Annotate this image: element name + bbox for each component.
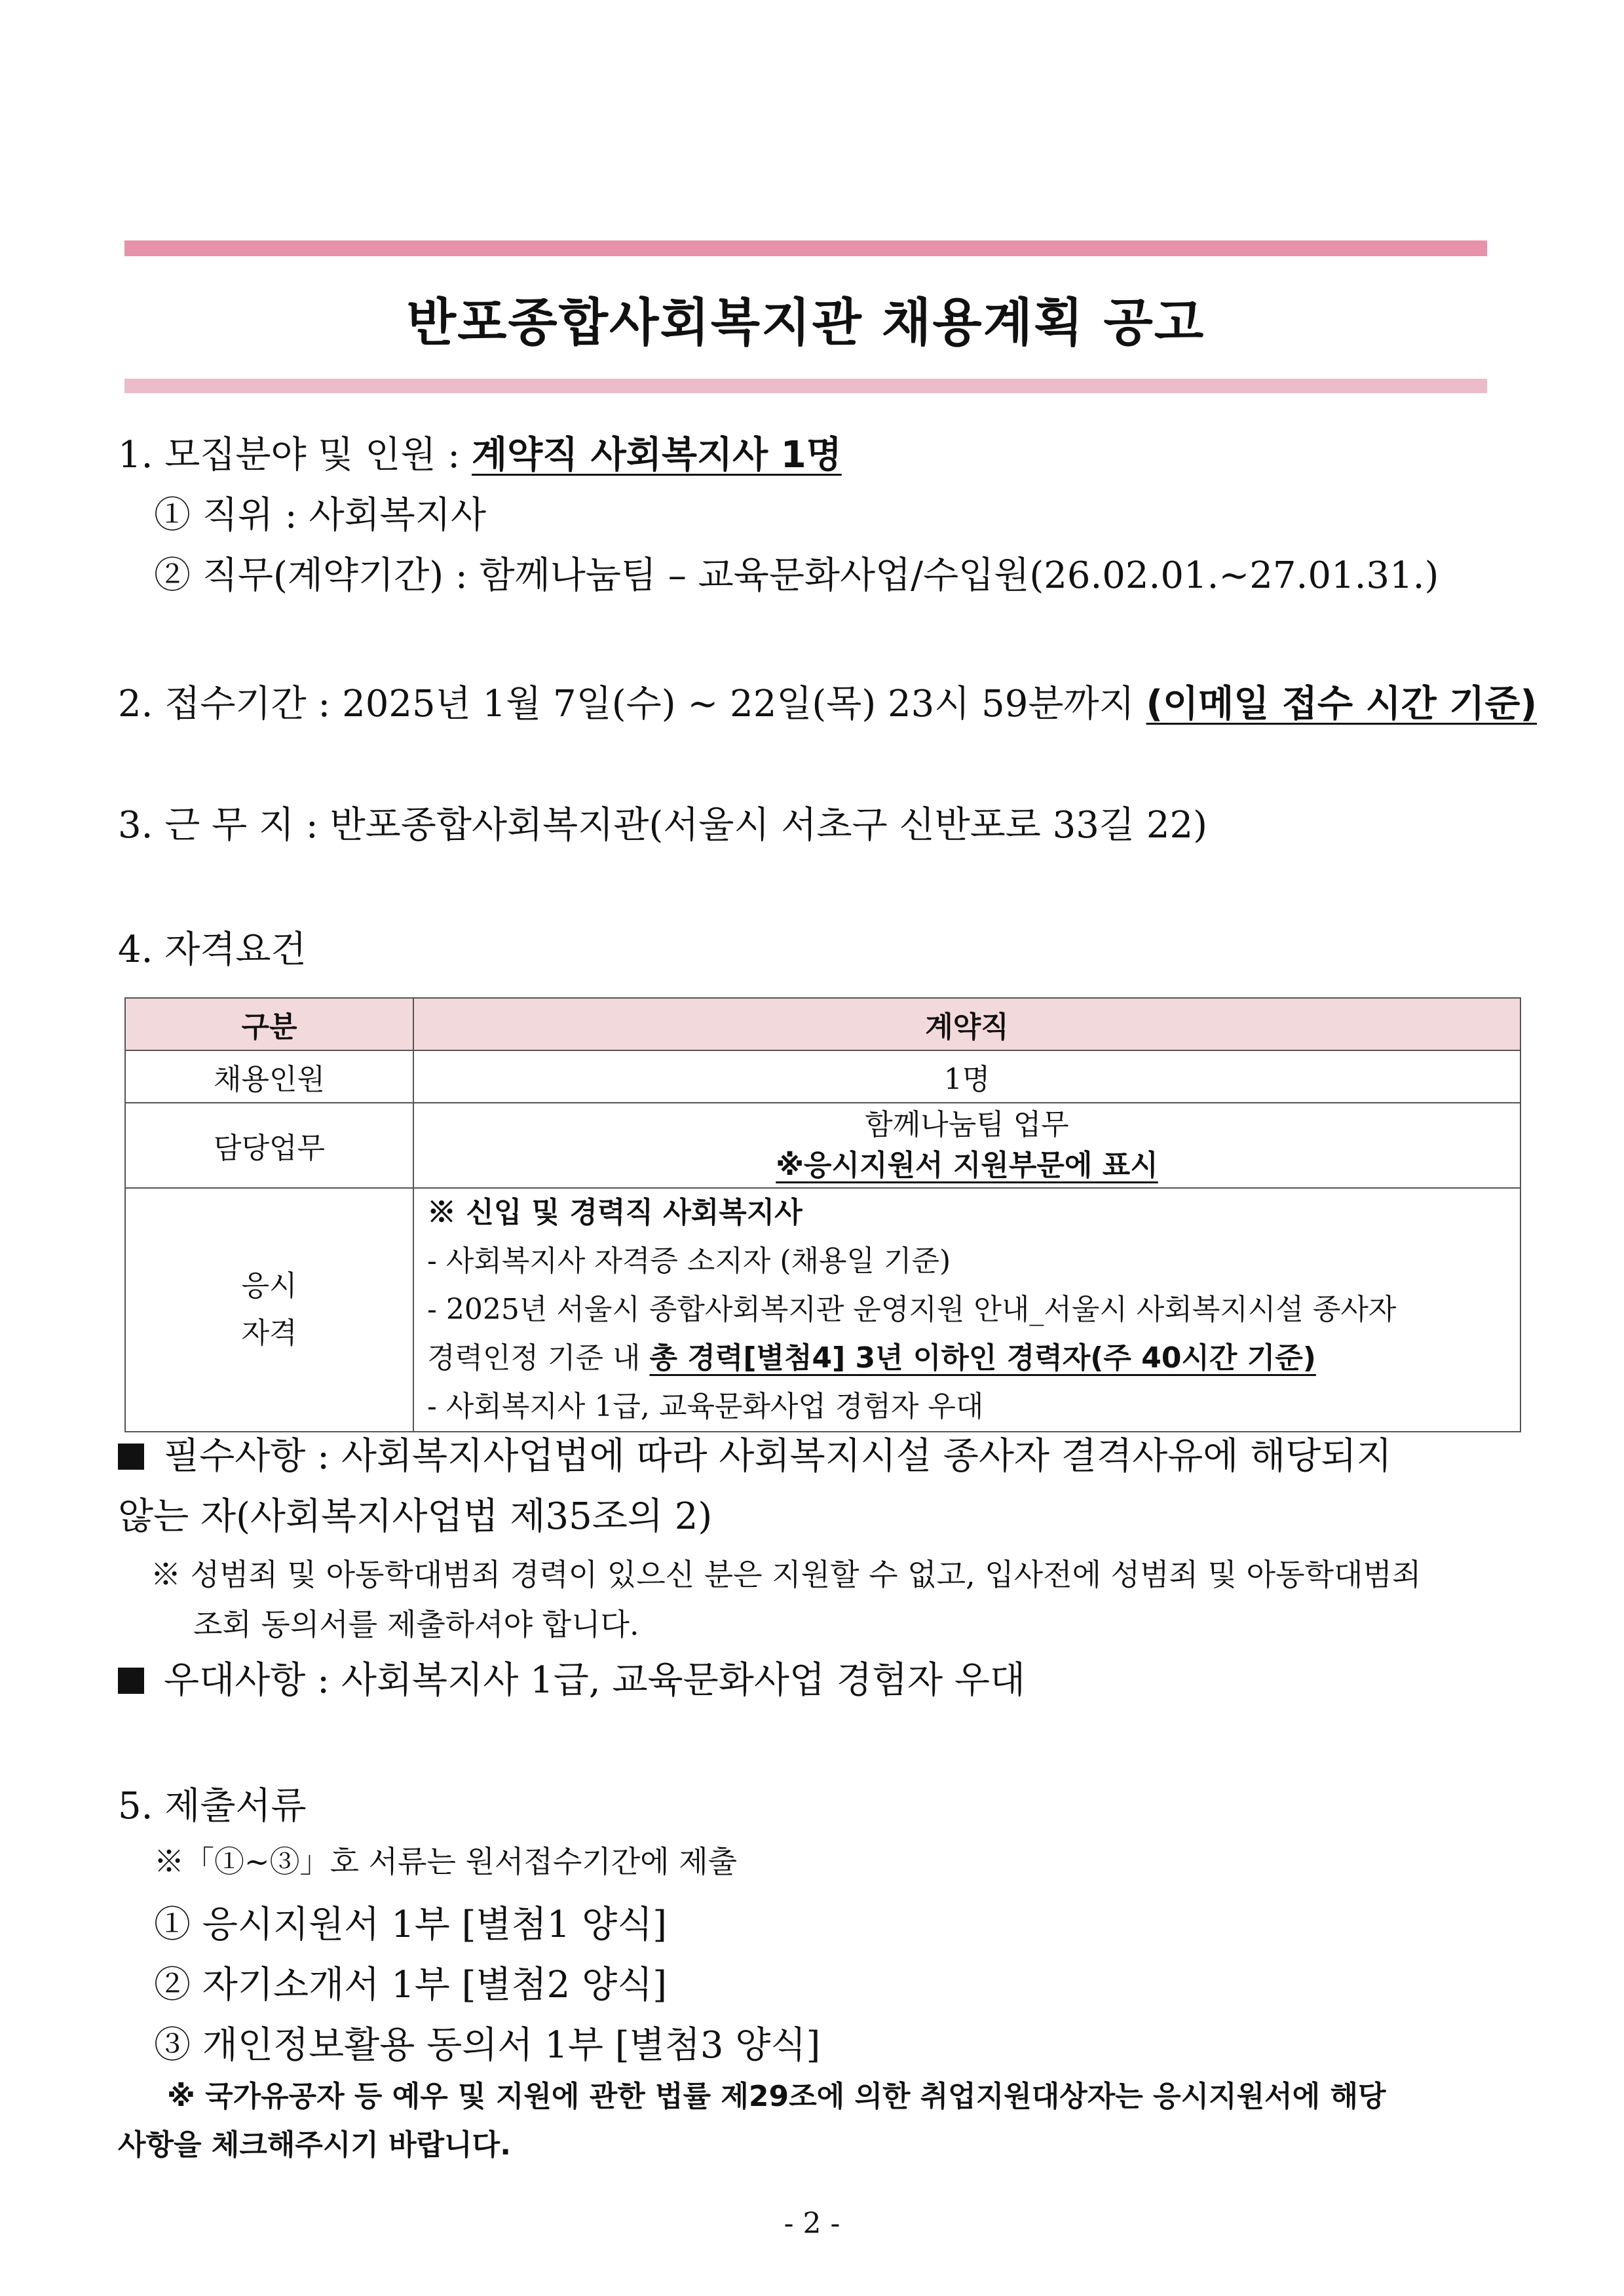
qualification-line-4a: 경력인정 기준 내 <box>427 1341 650 1375</box>
qualification-label-2: 자격 <box>241 1316 297 1350</box>
required-note-2: 조회 동의서를 제출하셔야 합니다. <box>193 1607 639 1642</box>
qualification-line-1: ※ 신입 및 경력직 사회복지사 <box>427 1196 803 1229</box>
row-duty-label: 담당업무 <box>125 1103 413 1188</box>
page-number: - 2 - <box>784 2207 840 2240</box>
section-5-heading: 5. 제출서류 <box>118 1785 307 1827</box>
title-bottom-bar <box>124 379 1487 393</box>
section-1-item-1: ① 직위 : 사회복지사 <box>154 494 486 537</box>
qualification-table <box>124 997 1521 1432</box>
document-item-1: ① 응시지원서 1부 [별첨1 양식] <box>154 1904 668 1946</box>
table-header-contract: 계약직 <box>413 998 1520 1050</box>
table-row <box>125 1188 1520 1432</box>
square-bullet-icon <box>118 1444 144 1470</box>
section-1-item-2: ② 직무(계약기간) : 함께나눔팀 – 교육문화사업/수입원(26.02.01.~27.01.31.) <box>154 554 1439 597</box>
required-line-2: 않는 자(사회복지사업법 제35조의 2) <box>118 1495 713 1538</box>
required-note-1: ※ 성범죄 및 아동학대범죄 경력이 있으신 분은 지원할 수 없고, 입사전에 성범죄 및 아동학대범죄 <box>151 1557 1422 1592</box>
table-row <box>125 1103 1520 1188</box>
qualification-line-4 <box>427 1334 1520 1383</box>
duty-line-2: ※응시지원서 지원부문에 표시 <box>776 1149 1158 1182</box>
table-header-category: 구분 <box>125 998 413 1050</box>
row-qualification-value <box>413 1188 1520 1432</box>
row-qualification-label <box>125 1188 413 1432</box>
section-1-highlight: 계약직 사회복지사 1명 <box>471 434 842 476</box>
document-item-2: ② 자기소개서 1부 [별첨2 양식] <box>154 1964 668 2006</box>
row-headcount-value: 1명 <box>413 1050 1520 1103</box>
qualification-line-5: - 사회복지사 1급, 교육문화사업 경험자 우대 <box>427 1390 984 1423</box>
qualification-line-3: - 2025년 서울시 종합사회복지관 운영지원 안내_서울시 사회복지시설 종사자 <box>427 1293 1397 1326</box>
row-duty-value <box>413 1103 1520 1188</box>
section-2-line <box>118 675 1537 727</box>
qualification-line-2: - 사회복지사 자격증 소지자 (채용일 기준) <box>427 1244 951 1278</box>
qualification-line-4b: 총 경력[별첨4] 3년 이하인 경력자(주 40시간 기준) <box>649 1341 1316 1375</box>
section-3-line: 3. 근 무 지 : 반포종합사회복지관(서울시 서초구 신반포로 33길 22) <box>118 804 1207 847</box>
page-title: 반포종합사회복지관 채용계획 공고 <box>406 294 1205 353</box>
title-top-bar <box>124 240 1487 256</box>
document-item-3: ③ 개인정보활용 동의서 1부 [별첨3 양식] <box>154 2024 821 2067</box>
preferred-line <box>118 1651 1025 1704</box>
table-header-row <box>125 998 1520 1050</box>
section-2-highlight: (이메일 접수 시간 기준) <box>1146 683 1538 725</box>
required-text-a: 필수사항 : 사회복지사업법에 따라 사회복지시설 종사자 결격사유에 해당되지 <box>164 1435 1392 1478</box>
section-5-sub: ※「①~③」호 서류는 원서접수기간에 제출 <box>154 1844 738 1879</box>
section-2-label: 2. 접수기간 : 2025년 1월 7일(수) ~ 22일(목) 23시 59분까지 <box>118 683 1146 725</box>
required-line-1 <box>118 1427 1392 1480</box>
row-headcount-label: 채용인원 <box>125 1050 413 1103</box>
qualification-label-1: 응시 <box>241 1269 297 1303</box>
table-row <box>125 1050 1520 1103</box>
section-5-note-1: ※ 국가유공자 등 예우 및 지원에 관한 법률 제29조에 의한 취업지원대상자는 응시지원서에 해당 <box>167 2080 1386 2113</box>
square-bullet-icon <box>118 1668 144 1694</box>
section-1-heading <box>118 426 842 478</box>
duty-line-1: 함께나눔팀 업무 <box>865 1108 1069 1141</box>
section-4-heading: 4. 자격요건 <box>118 928 307 971</box>
section-5-note-2: 사항을 체크해주시기 바랍니다. <box>118 2128 511 2162</box>
section-1-label: 1. 모집분야 및 인원 : <box>118 434 472 476</box>
preferred-text: 우대사항 : 사회복지사 1급, 교육문화사업 경험자 우대 <box>164 1659 1026 1702</box>
